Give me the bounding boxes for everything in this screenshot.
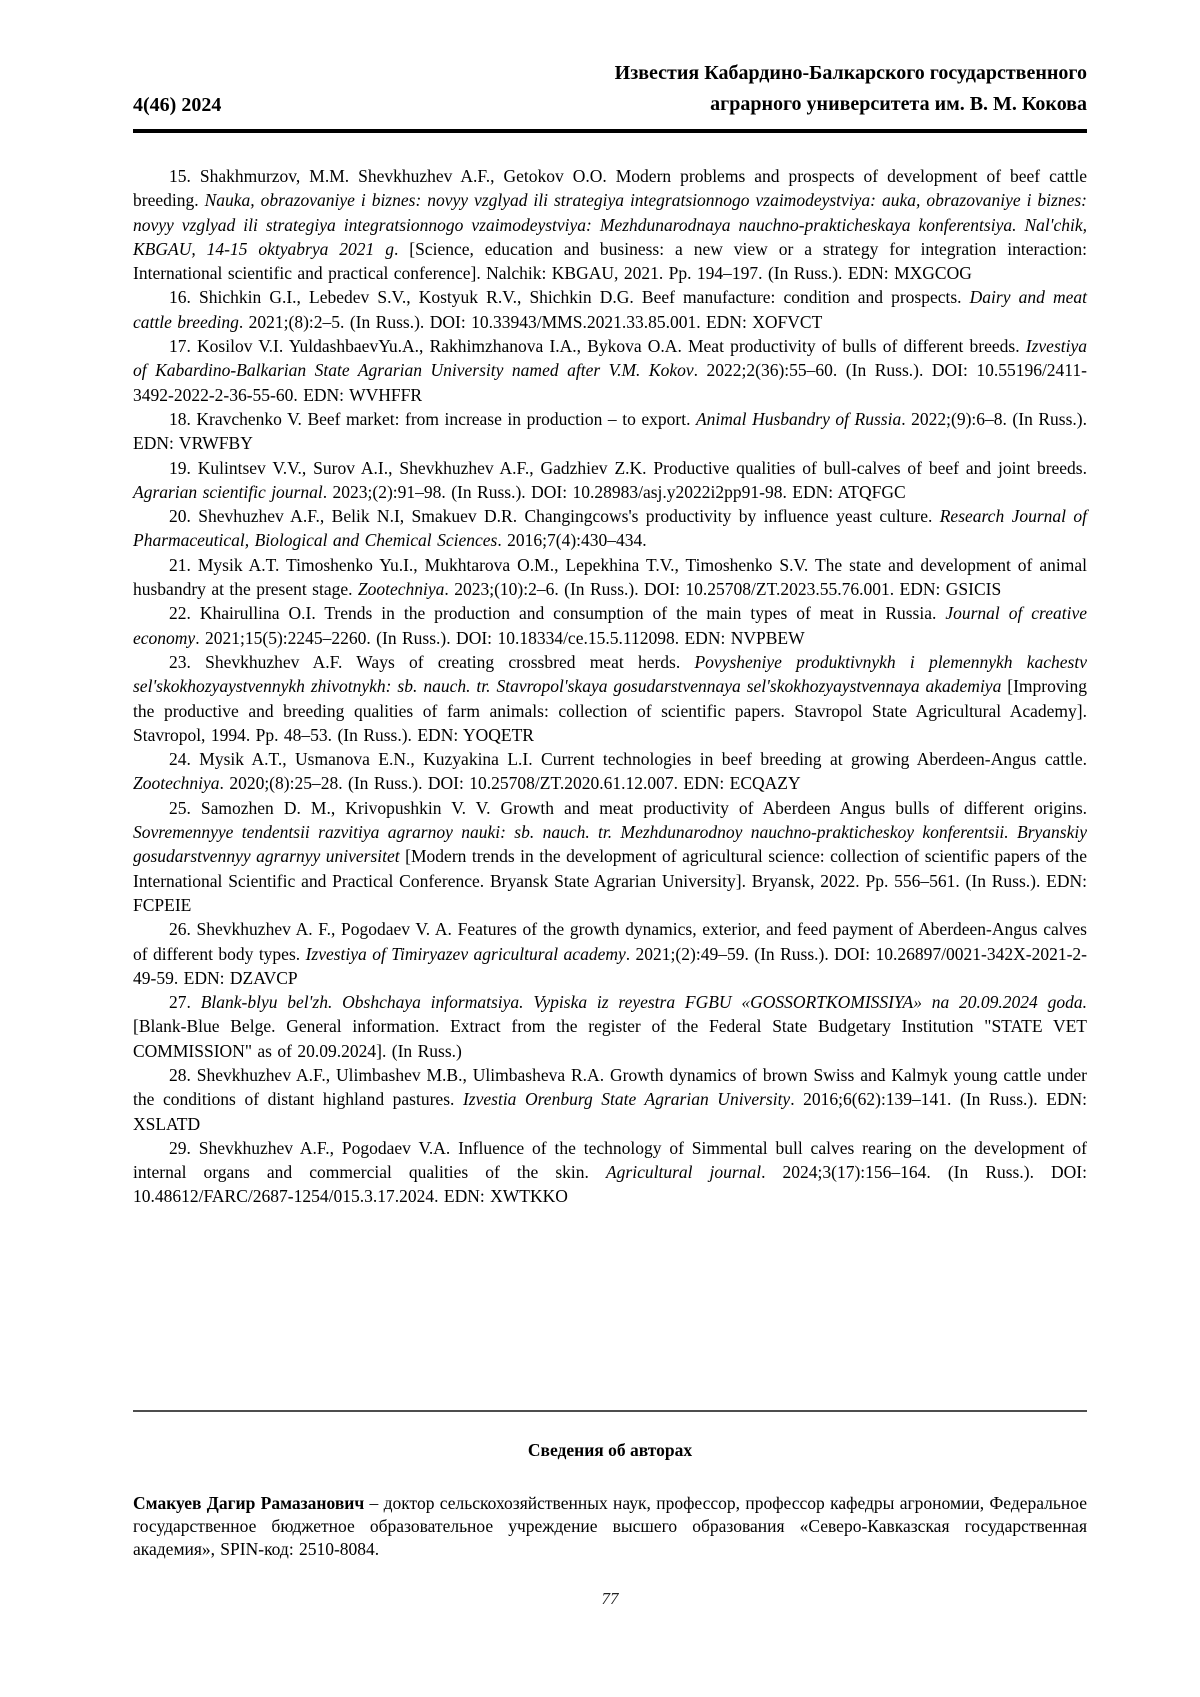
- reference-item: [133, 796, 1087, 917]
- text-run: Смакуев Дагир Рамазанович: [133, 1493, 365, 1513]
- text-run: 25. Samozhen D. M., Krivopushkin V. V. Growth and meat productivity of Aberdeen Angus bulls of different origins.: [169, 797, 1087, 818]
- header-row: [133, 58, 1087, 133]
- page-header: [133, 58, 1087, 133]
- text-run: Zootechniya: [133, 773, 220, 794]
- journal-title-line2: аграрного университета им. В. М. Кокова: [710, 93, 1087, 115]
- text-run: Izvestiya of Kabardino-Balkarian State Agrarian University named after V.M. Kokov: [133, 336, 1087, 381]
- text-run: 16. Shichkin G.I., Lebedev S.V., Kostyuk R.V., Shichkin D.G. Beef manufacture: condition and prospects.: [169, 287, 970, 308]
- authors-list: [133, 1492, 1087, 1562]
- reference-item: [133, 601, 1087, 650]
- reference-item: [133, 456, 1087, 505]
- text-run: . 2022;(9):6–8. (In Russ.). EDN: VRWFBY: [133, 408, 1087, 454]
- section-divider: [133, 1410, 1087, 1412]
- text-run: 29. Shevkhuzhev A.F., Pogodaev V.A. Influence of the technology of Simmental bull calves rearing on the development of internal organs and commercial qualities of the skin.: [133, 1137, 1087, 1183]
- text-run: Research Journal of Pharmaceutical, Biological and Chemical Sciences: [133, 506, 1087, 551]
- text-run: 24. Mysik A.T., Usmanova E.N., Kuzyakina L.I. Current technologies in beef breeding at growing Aberdeen-Angus cattle.: [169, 749, 1087, 770]
- reference-item: [133, 334, 1087, 407]
- reference-item: [133, 1063, 1087, 1136]
- text-run: 18. Kravchenko V. Beef market: from increase in production – to export.: [169, 408, 696, 429]
- text-run: Zootechniya: [357, 579, 445, 600]
- text-run: Journal of creative economy: [133, 603, 1087, 648]
- text-run: . 2021;15(5):2245–2260. (In Russ.). DOI: 10.18334/ce.15.5.112098. EDN: NVPBEW: [195, 627, 805, 648]
- journal-title: [615, 58, 1087, 120]
- text-run: Agricultural journal: [605, 1162, 762, 1183]
- text-run: Dairy and meat cattle breeding: [133, 287, 1087, 332]
- issue-label: 4(46) 2024: [133, 94, 222, 116]
- reference-item: [133, 1136, 1087, 1209]
- reference-item: [133, 285, 1087, 334]
- text-run: 19. Kulintsev V.V., Surov A.I., Shevkhuzhev A.F., Gadzhiev Z.K. Productive qualities of bull-calves of beef and joint breeds.: [169, 457, 1087, 478]
- text-run: [Blank-Blue Belge. General information. Extract from the register of the Federal State Budgetary Institution "STATE VET COMMISSION" as of 20.09.2024]. (In Russ.): [133, 1016, 1087, 1061]
- reference-item: [133, 990, 1087, 1063]
- text-run: 28. Shevkhuzhev A.F., Ulimbashev M.B., Ulimbasheva R.A. Growth dynamics of brown Swiss and Kalmyk young cattle under the conditions of distant highland pastures.: [133, 1064, 1087, 1110]
- text-run: Nauka, obrazovaniye i biznes: novyy vzglyad ili strategiya integratsionnogo vzaimodeystviya: auka, obrazovaniye i biznes: novyy vzglyad ili strategiya integratsionnogo vzaimodeystviya: Mezhdunarodnaya nauchno-prakticheskaya konferentsiya. Nal'chik, KBGAU, 14-15 oktyabrya 2021 g: [133, 190, 1087, 259]
- text-run: . [Science, education and business: a new view or a strategy for integration interaction: International scientific and practical conference]. Nalchik: KBGAU, 2021. Pp. 194–197. (In Russ.). EDN: MXGCOG: [133, 238, 1087, 284]
- journal-title-line1: Известия Кабардино-Балкарского государственного: [614, 62, 1087, 84]
- text-run: 20. Shevhuzhev A.F., Belik N.I, Smakuev D.R. Changingcows's productivity by influence yeast culture.: [169, 506, 940, 527]
- text-run: 21. Mysik A.T. Timoshenko Yu.I., Mukhtarova O.M., Lepekhina T.V., Timoshenko S.V. The state and development of animal husbandry at the present stage.: [133, 554, 1087, 600]
- text-run: Sovremennyye tendentsii razvitiya agrarnoy nauki: sb. nauch. tr. Mezhdunarodnoy nauchno-prakticheskoy konferentsii. Bryanskiy gosudarstvennyy agrarnyy universitet: [133, 822, 1087, 867]
- text-run: Animal Husbandry of Russia: [695, 408, 902, 429]
- text-run: . 2022;2(36):55–60. (In Russ.). DOI: 10.55196/2411-3492-2022-2-36-55-60. EDN: WVHFFR: [133, 360, 1087, 405]
- text-run: . 2016;6(62):139–141. (In Russ.). EDN: XSLATD: [133, 1089, 1088, 1134]
- text-run: . 2021;(2):49–59. (In Russ.). DOI: 10.26897/0021-342X-2021-2-49-59. EDN: DZAVCP: [133, 943, 1087, 988]
- text-run: Blank-blyu bel'zh. Obshchaya informatsiya. Vypiska iz reyestra FGBU «GOSSORTKOMISSIYA» na 20.09.2024 goda.: [200, 992, 1087, 1013]
- reference-item: [133, 504, 1087, 553]
- text-run: . 2024;3(17):156–164. (In Russ.). DOI: 10.48612/FARC/2687-1254/015.3.17.2024. EDN: XWTKKO: [133, 1162, 1087, 1207]
- text-run: Izvestia Orenburg State Agrarian University: [462, 1089, 791, 1110]
- reference-item: [133, 164, 1087, 285]
- text-run: . 2023;(10):2–6. (In Russ.). DOI: 10.25708/ZT.2023.55.76.001. EDN: GSICIS: [444, 579, 1002, 600]
- reference-item: [133, 917, 1087, 990]
- text-run: . 2016;7(4):430–434.: [497, 530, 647, 551]
- page-number: 77: [601, 1589, 619, 1608]
- text-run: [Improving the productive and breeding qualities of farm animals: collection of scientific papers. Stavropol State Agricultural Academy]. Stavropol, 1994. Pp. 48–53. (In Russ.). EDN: YOQETR: [133, 676, 1087, 745]
- text-run: . 2021;(8):2–5. (In Russ.). DOI: 10.33943/MMS.2021.33.85.001. EDN: XOFVCT: [238, 311, 823, 332]
- authors-heading: Сведения об авторах: [527, 1440, 693, 1460]
- text-run: . 2020;(8):25–28. (In Russ.). DOI: 10.25708/ZT.2020.61.12.007. EDN: ECQAZY: [219, 773, 801, 794]
- text-run: 23. Shevkhuzhev A.F. Ways of creating crossbred meat herds.: [169, 651, 695, 672]
- text-run: 26. Shevkhuzhev A. F., Pogodaev V. A. Features of the growth dynamics, exterior, and feed payment of Aberdeen-Angus calves of different body types.: [133, 919, 1087, 964]
- text-run: . 2023;(2):91–98. (In Russ.). DOI: 10.28983/asj.y2022i2pp91-98. EDN: ATQFGC: [322, 481, 906, 502]
- text-run: Povysheniye produktivnykh i plemennykh kachestv sel'skokhozyaystvennykh zhivotnykh: sb. nauch. tr. Stavropol'skaya gosudarstvennaya sel'skokhozyaystvennaya akademiya: [133, 651, 1087, 697]
- text-run: – доктор сельскохозяйственных наук, профессор, профессор кафедры агрономии, Федеральное государственное бюджетное образовательное учреждение высшего образования «Северо-Кавказская государственная академия», SPIN-код: 2510-8084.: [133, 1493, 1087, 1560]
- reference-item: [133, 553, 1087, 602]
- text-run: [Modern trends in the development of agricultural science: collection of scientific papers of the International Scientific and Practical Conference. Bryansk State Agrarian University]. Bryansk, 2022. Pp. 556–561. (In Russ.). EDN: FCPEIE: [133, 846, 1087, 915]
- reference-item: [133, 407, 1087, 456]
- author-entry: [133, 1492, 1087, 1562]
- reference-item: [133, 747, 1087, 796]
- text-run: 22. Khairullina O.I. Trends in the production and consumption of the main types of meat in Russia.: [169, 603, 946, 624]
- references-list: [133, 164, 1087, 1209]
- text-run: Agrarian scientific journal: [133, 481, 323, 502]
- reference-item: [133, 650, 1087, 747]
- text-run: Izvestiya of Timiryazev agricultural academy: [305, 943, 626, 964]
- text-run: 15. Shakhmurzov, M.M. Shevkhuzhev A.F., Getokov O.O. Modern problems and prospects of development of beef cattle breeding.: [133, 166, 1087, 211]
- authors-section: [133, 1410, 1087, 1562]
- text-run: 27.: [169, 992, 201, 1013]
- text-run: 17. Kosilov V.I. YuldashbaevYu.A., Rakhimzhanova I.A., Bykova O.A. Meat productivity of bulls of different breeds.: [169, 336, 1026, 357]
